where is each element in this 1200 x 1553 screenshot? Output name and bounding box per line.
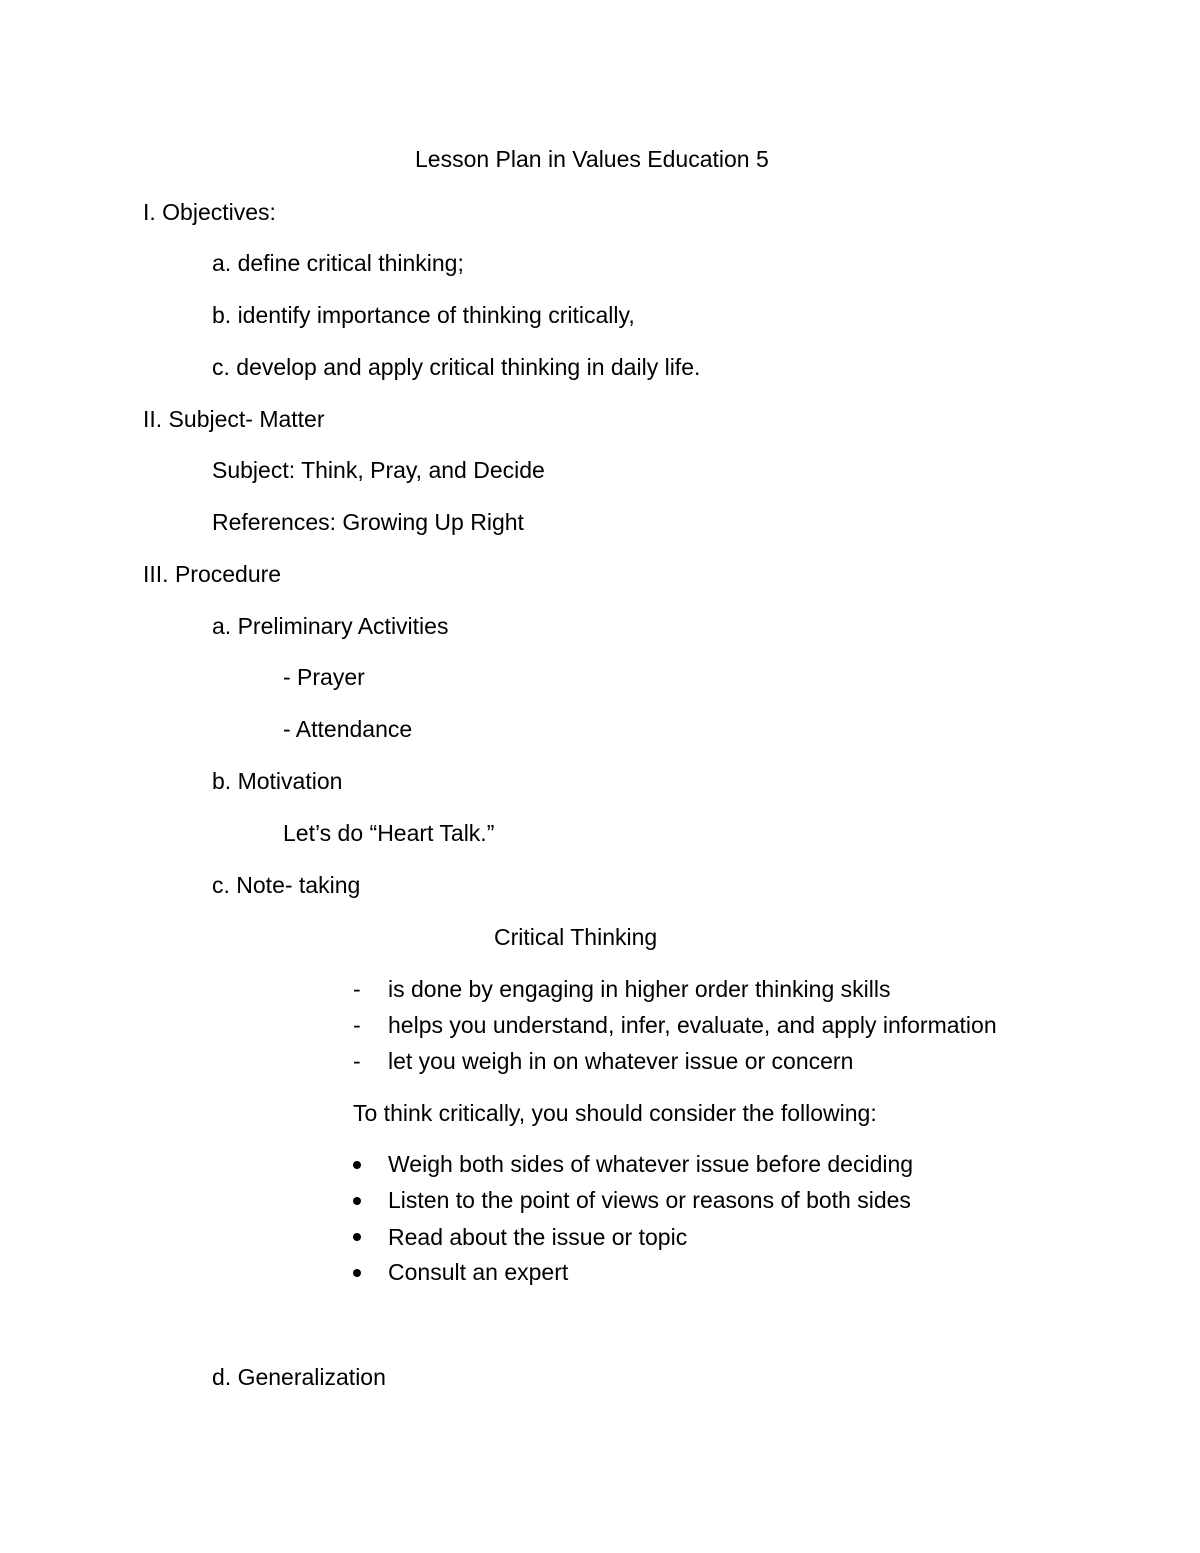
bullet-dot [353, 1197, 361, 1205]
dash-marker: - [353, 976, 361, 1002]
motivation-label: b. Motivation [212, 768, 343, 794]
bullet-list-item: Consult an expert [388, 1259, 569, 1285]
bullet-list-item: Weigh both sides of whatever issue before deciding [388, 1151, 914, 1177]
preliminary-item: - Attendance [283, 716, 413, 742]
bullet-dot [353, 1269, 361, 1277]
generalization-label: d. Generalization [212, 1364, 386, 1390]
motivation-text: Let’s do “Heart Talk.” [283, 820, 495, 846]
objective-item: c. develop and apply critical thinking in daily life. [212, 354, 701, 380]
dash-list-item: let you weigh in on whatever issue or concern [388, 1048, 854, 1074]
references-line: References: Growing Up Right [212, 509, 524, 535]
subject-matter-heading: II. Subject- Matter [143, 406, 325, 432]
document-title: Lesson Plan in Values Education 5 [415, 146, 769, 172]
dash-list-item: helps you understand, infer, evaluate, and apply information [388, 1012, 997, 1038]
dash-marker: - [353, 1012, 361, 1038]
objective-item: b. identify importance of thinking critically, [212, 302, 635, 328]
bullet-dot [353, 1161, 361, 1169]
subject-line: Subject: Think, Pray, and Decide [212, 457, 545, 483]
note-taking-intro: To think critically, you should consider the following: [353, 1100, 877, 1126]
objectives-heading: I. Objectives: [143, 199, 276, 225]
bullet-list-item: Listen to the point of views or reasons of both sides [388, 1187, 911, 1213]
preliminary-label: a. Preliminary Activities [212, 613, 449, 639]
note-taking-label: c. Note- taking [212, 872, 361, 898]
bullet-dot [353, 1233, 361, 1241]
note-taking-topic: Critical Thinking [494, 924, 658, 950]
dash-marker: - [353, 1048, 361, 1074]
procedure-heading: III. Procedure [143, 561, 282, 587]
objective-item: a. define critical thinking; [212, 250, 464, 276]
preliminary-item: - Prayer [283, 664, 365, 690]
dash-list-item: is done by engaging in higher order thinking skills [388, 976, 891, 1002]
bullet-list-item: Read about the issue or topic [388, 1224, 688, 1250]
